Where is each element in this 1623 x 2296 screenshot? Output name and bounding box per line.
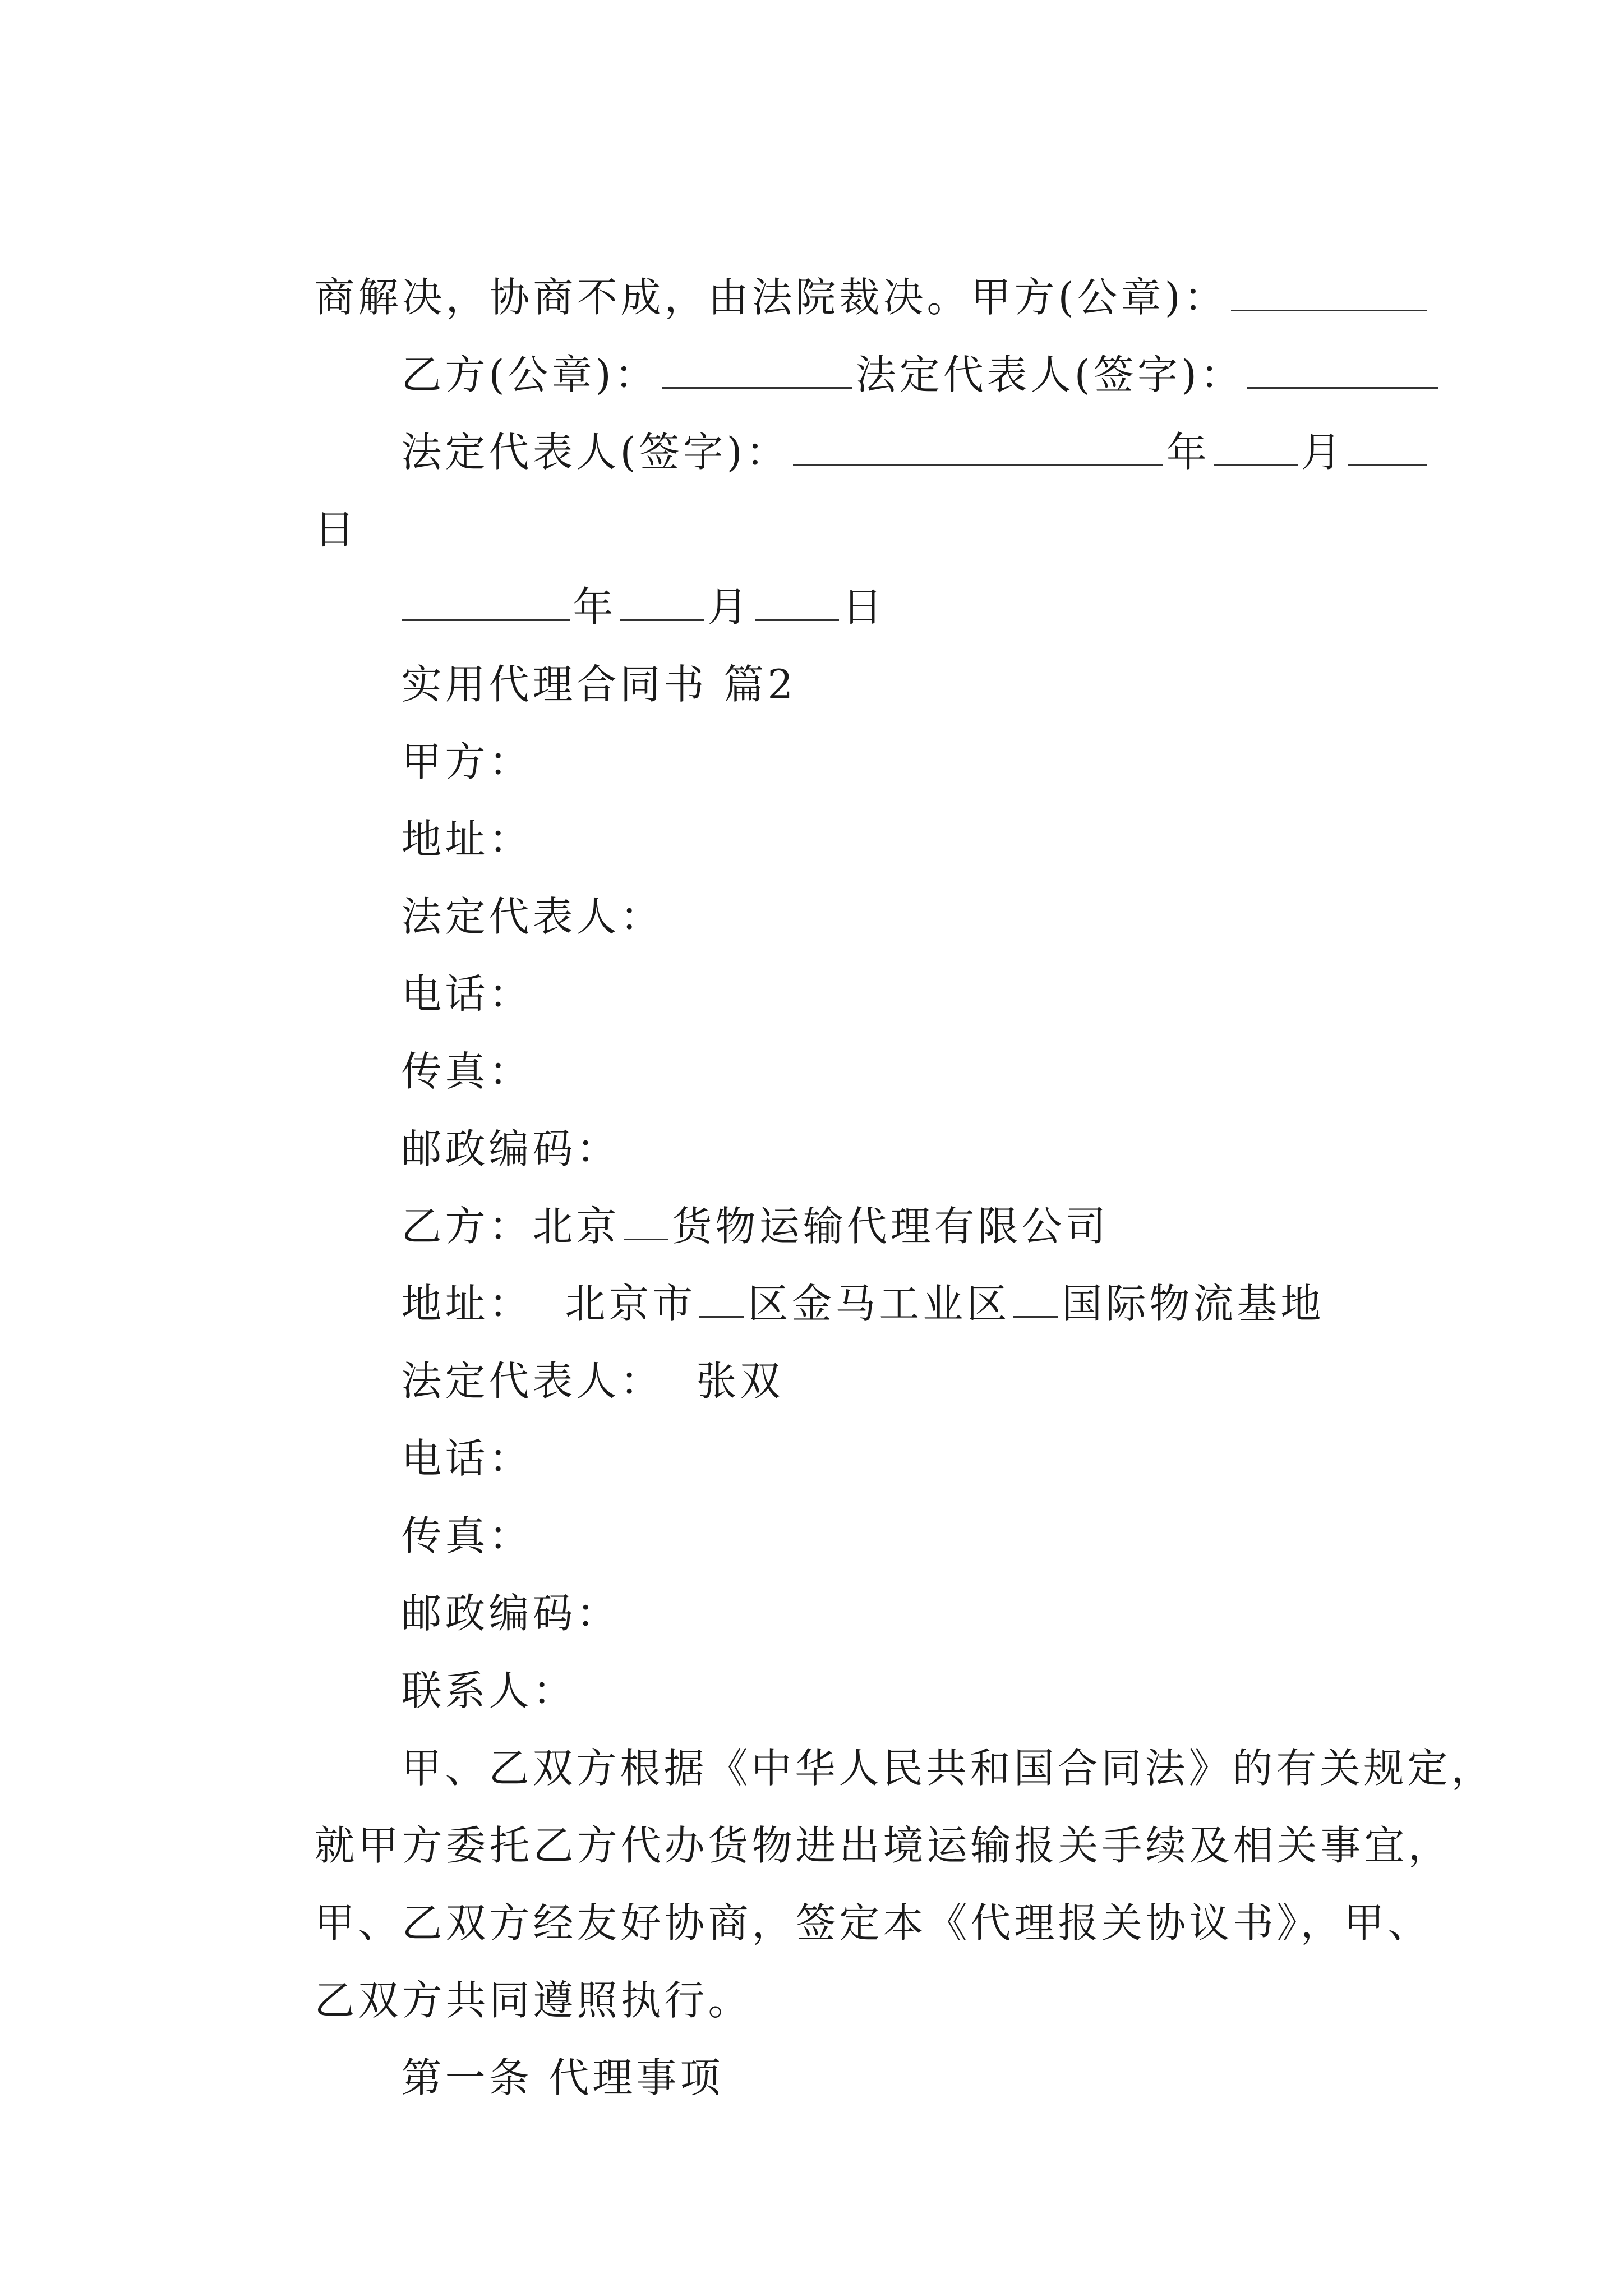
line-text: 电话： [401, 970, 533, 1018]
line-text: 日 [842, 583, 886, 631]
date-blank [1348, 432, 1427, 466]
line-text: 国际物流基地 [1062, 1280, 1325, 1327]
line-text: 甲、乙双方经友好协商，签定本《代理报关协议书》，甲、 [314, 1899, 1432, 1947]
fill-blank [1013, 1283, 1058, 1318]
line-text: 邮政编码： [401, 1125, 620, 1172]
line-text: 邮政编码： [401, 1590, 620, 1637]
line-text: 年 [1166, 429, 1210, 476]
line-text: 法定代表人： [401, 893, 664, 940]
line-text: 第一条 代理事项 [401, 2054, 724, 2101]
line-text: 月 [707, 583, 751, 631]
line-text: 月 [1301, 429, 1345, 476]
line-text: 货物运输代理有限公司 [671, 1203, 1109, 1250]
line-text: 日 [314, 506, 358, 553]
line-text: 甲方： [401, 738, 533, 785]
line-text: 甲、乙双方根据《中华人民共和国合同法》的有关规定， [401, 1745, 1495, 1792]
line-text: 商解决，协商不成，由法院裁决。甲方(公章)： [314, 274, 1228, 321]
line-text: 就甲方委托乙方代办货物进出境运输报关手续及相关事宜， [314, 1822, 1452, 1869]
line-text: 乙方：北京 [401, 1203, 620, 1250]
line-text: 传真： [401, 1048, 533, 1095]
line-text: 联系人： [401, 1667, 577, 1714]
line-text: 乙方(公章)： [401, 351, 658, 398]
line-text: 法定代表人(签字)： [855, 351, 1244, 398]
line-text: 地址： [401, 816, 533, 863]
article-heading [336, 1994, 723, 2162]
line-text: 法定代表人(签字)： [401, 429, 790, 476]
date-blank [1214, 432, 1298, 466]
line-text: 地址： 北京市 [401, 1280, 697, 1327]
line-text: 电话： [401, 1435, 533, 1482]
text-line [336, 368, 1430, 536]
line-text: 实用代理合同书 篇2 [401, 661, 797, 708]
line-text: 法定代表人： 张双 [401, 1358, 784, 1405]
line-text: 传真： [401, 1512, 533, 1559]
line-text: 区金马工业区 [748, 1280, 1011, 1327]
signature-blank [793, 432, 1163, 466]
line-text: 乙双方共同遵照执行。 [314, 1977, 752, 2024]
line-text: 年 [573, 583, 617, 631]
